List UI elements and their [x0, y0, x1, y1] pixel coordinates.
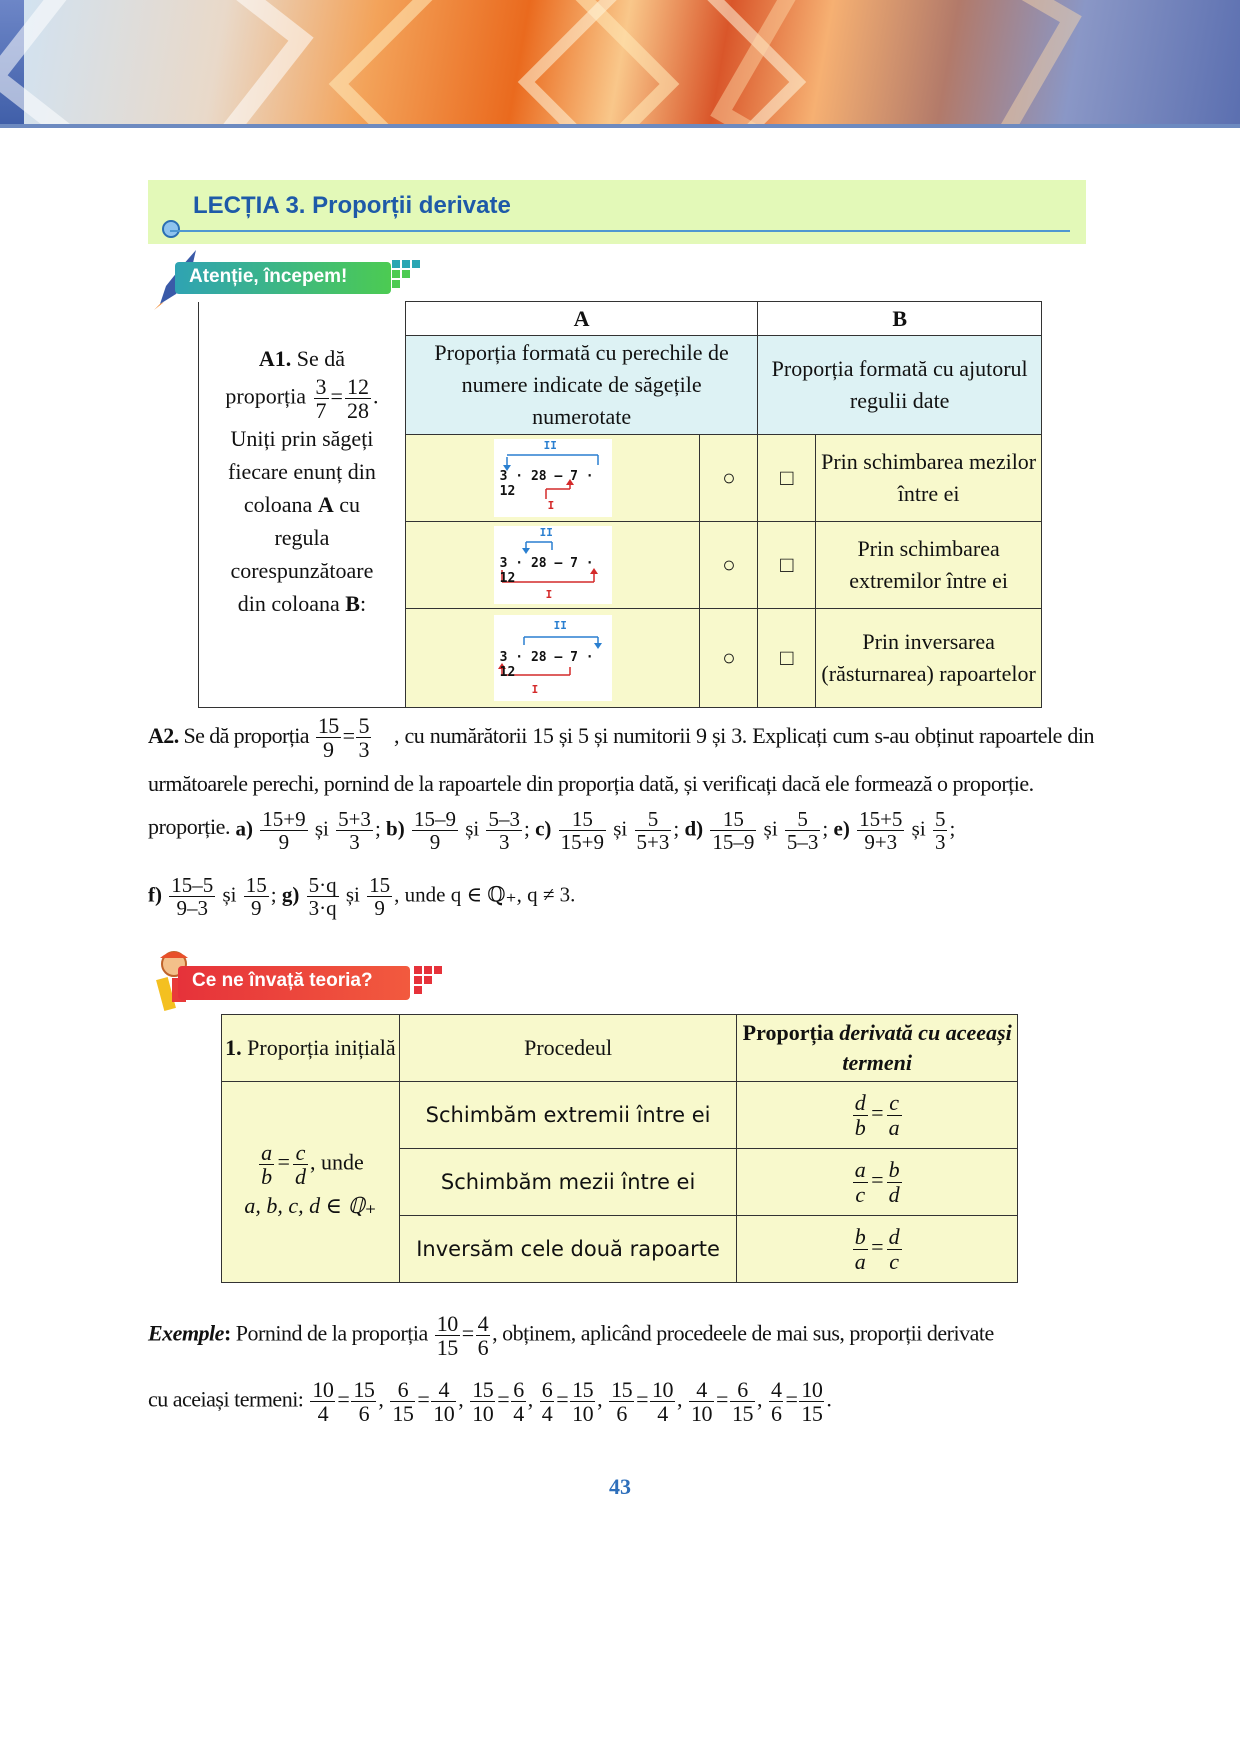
column-b-subheader: Proporția formată cu ajutorul regulii date — [758, 336, 1042, 435]
column-b-header: B — [758, 302, 1042, 336]
procedure-1: Schimbăm extremii între ei — [399, 1082, 737, 1149]
rule-3: Prin inversarea (răsturnarea) rapoartelor — [816, 609, 1042, 708]
match-box-b1[interactable]: □ — [758, 435, 816, 522]
column-a-subheader: Proporția formată cu perechile de numere indicate de săgețile numerotate — [405, 336, 757, 435]
lesson-header — [148, 180, 1086, 244]
theory-header-derived: Proporția derivată cu aceeași termeni — [737, 1015, 1018, 1082]
bullet-dot-icon — [162, 220, 180, 238]
lesson-title: LECȚIA 3. Proporții derivate — [193, 192, 511, 219]
badge-squares — [392, 260, 432, 290]
match-box-b3[interactable]: □ — [758, 609, 816, 708]
badge-squares-red — [414, 966, 454, 996]
arrow-diagram-1: II I 3 · 28 – 7 · 12 — [405, 435, 700, 522]
a2-items: a) $\frac{15+9}{9}$ și $\frac{5+3}{3}$ ; b) $\frac{15-9}{9}$ și $\frac{5-3}{3}$ ; c) $\frac{15}{15+9}$ și $\frac{5}{5+3}$ ; d) $\frac{15}{15-9}$ și $\frac{5}{5-3}$ ; e) $\frac{15+5}{9+3}$ și $\frac{5}{3}$ ; — [235, 807, 956, 855]
column-a-header: A — [405, 302, 757, 336]
match-dot-a2[interactable]: ○ — [700, 522, 758, 609]
theory-header-procedure: Procedeul — [399, 1015, 737, 1082]
match-dot-a1[interactable]: ○ — [700, 435, 758, 522]
derived-3: $\frac{b}{a}$ = $\frac{d}{c}$ — [737, 1216, 1018, 1283]
theory-initial-proportion: $\frac{a}{b}$ = $\frac{c}{d}$ , unde a, b, c, d ∈ ℚ₊ — [222, 1082, 400, 1283]
exercise-a2: A2. Se dă proporția $\frac{15}{9}$ = $\frac{5}{3}$ — [148, 713, 369, 763]
derived-2: $\frac{a}{c}$ = $\frac{b}{d}$ — [737, 1149, 1018, 1216]
arrow-diagram-2: II I 3 · 28 – 7 · 12 — [405, 522, 700, 609]
theory-header-initial: 1. Proporția inițială — [222, 1015, 400, 1082]
section-badge-theory: Ce ne învață teoria? — [178, 966, 410, 1000]
theory-table — [221, 1014, 1018, 1283]
procedure-2: Schimbăm mezii între ei — [399, 1149, 737, 1216]
a2-items-line2: f) $\frac{15-5}{9-3}$ și $\frac{15}{9}$ ; g) $\frac{5\cdot q}{3\cdot q}$ și $\frac{15}{9}$ , unde q ∈ ℚ₊, q ≠ 3. — [148, 873, 576, 921]
a2-body: , cu numărătorii 15 și 5 și numitorii 9 și 3. Explicați cum s-au obținut rapoartele din următoarele perechi, pornind de la rapoartele din proporția dată, și verificați dacă ele formează o proporție. — [148, 723, 1094, 796]
rule-2: Prin schimbarea extremilor între ei — [816, 522, 1042, 609]
header-banner — [0, 0, 1240, 128]
exercise-a1-table — [198, 301, 1042, 708]
arrow-diagram-3: II I 3 · 28 – 7 · 12 — [405, 609, 700, 708]
match-dot-a3[interactable]: ○ — [700, 609, 758, 708]
examples-line2: cu aceiași termeni: $\frac{10}{4}$ = $\frac{15}{6}$ , $\frac{6}{15}$ = $\frac{4}{10}$ , $\frac{15}{10}$ = $\frac{6}{4}$ , $\frac{6}{4}$ = $\frac{15}{10}$ , $\frac{15}{6}$ = $\frac{10}{4}$ , $\frac{4}{10}$ = $\frac{6}{15}$ , $\frac{4}{6}$ = $\frac{10}{15}$ . — [148, 1377, 832, 1427]
procedure-3: Inversăm cele două rapoarte — [399, 1216, 737, 1283]
rule-1: Prin schimbarea mezilor între ei — [816, 435, 1042, 522]
match-box-b2[interactable]: □ — [758, 522, 816, 609]
examples-line1: Exemple: Pornind de la proporția $\frac{10}{15}$ = $\frac{4}{6}$ , obținem, aplicând procedeele de mai sus, proporții derivate — [148, 1311, 994, 1361]
section-badge-start: Atenție, începem! — [175, 262, 391, 294]
page-number: 43 — [609, 1474, 631, 1499]
derived-1: $\frac{d}{b}$ = $\frac{c}{a}$ — [737, 1082, 1018, 1149]
a1-statement: A1. Se dă proporția $\frac{3}{7}$ = $\frac{12}{28}$ . Uniți prin săgeți fiecare enunț din coloana A cu regula corespunzătoare din coloana B: — [199, 302, 406, 708]
a2-items-line1: proporție. — [148, 814, 231, 839]
